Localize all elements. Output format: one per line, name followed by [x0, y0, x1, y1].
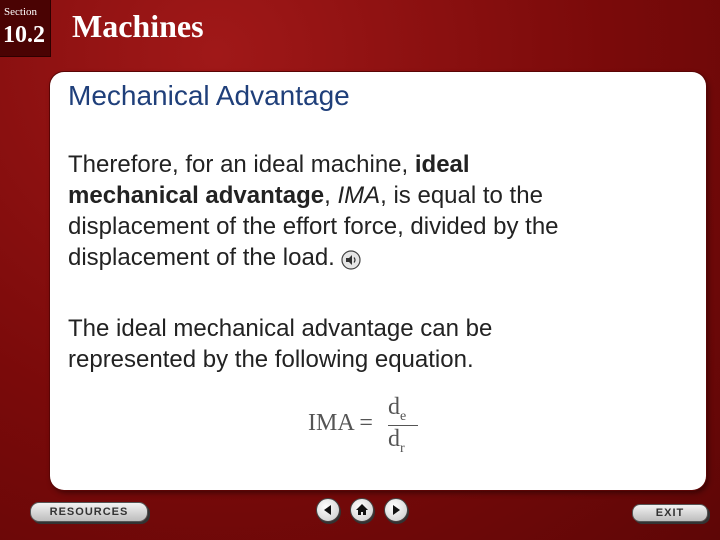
p1-line4: displacement of the load. — [68, 244, 335, 271]
p2-line1: The ideal mechanical advantage can be — [68, 315, 493, 342]
content-panel — [50, 72, 706, 490]
section-number: 10.2 — [3, 22, 45, 48]
p1-text2: , — [324, 182, 338, 209]
resources-button[interactable]: RESOURCES — [30, 502, 148, 522]
p1-italic: IMA — [337, 182, 381, 209]
paragraph-equation-intro — [68, 313, 492, 375]
equation-lhs: IMA = — [308, 410, 373, 436]
arrow-right-icon — [385, 499, 407, 521]
equation-numerator — [388, 394, 407, 424]
home-icon — [351, 499, 373, 521]
exit-button[interactable]: EXIT — [632, 504, 708, 522]
slide-heading: Mechanical Advantage — [68, 80, 350, 111]
previous-button[interactable] — [316, 498, 340, 522]
speaker-icon[interactable] — [341, 247, 361, 267]
p1-bold1: ideal — [414, 151, 470, 178]
paragraph-definition — [68, 149, 559, 273]
home-button[interactable] — [350, 498, 374, 522]
p1-text1: Therefore, for an ideal machine, — [68, 151, 415, 178]
p2-line2: represented by the following equation. — [68, 346, 474, 373]
section-badge — [0, 0, 51, 57]
p1-line3: displacement of the effort force, divided by the — [68, 213, 559, 240]
p1-bold2: mechanical advantage — [68, 182, 325, 209]
chapter-title: Machines — [72, 8, 204, 44]
section-label: Section — [4, 6, 37, 18]
denominator-symbol: d — [388, 426, 400, 452]
numerator-subscript: e — [400, 409, 407, 424]
numerator-symbol: d — [388, 394, 400, 420]
arrow-left-icon — [317, 499, 339, 521]
equation-denominator — [388, 426, 405, 456]
p1-text3: , is equal to the — [380, 182, 543, 209]
next-button[interactable] — [384, 498, 408, 522]
denominator-subscript: r — [400, 441, 405, 456]
